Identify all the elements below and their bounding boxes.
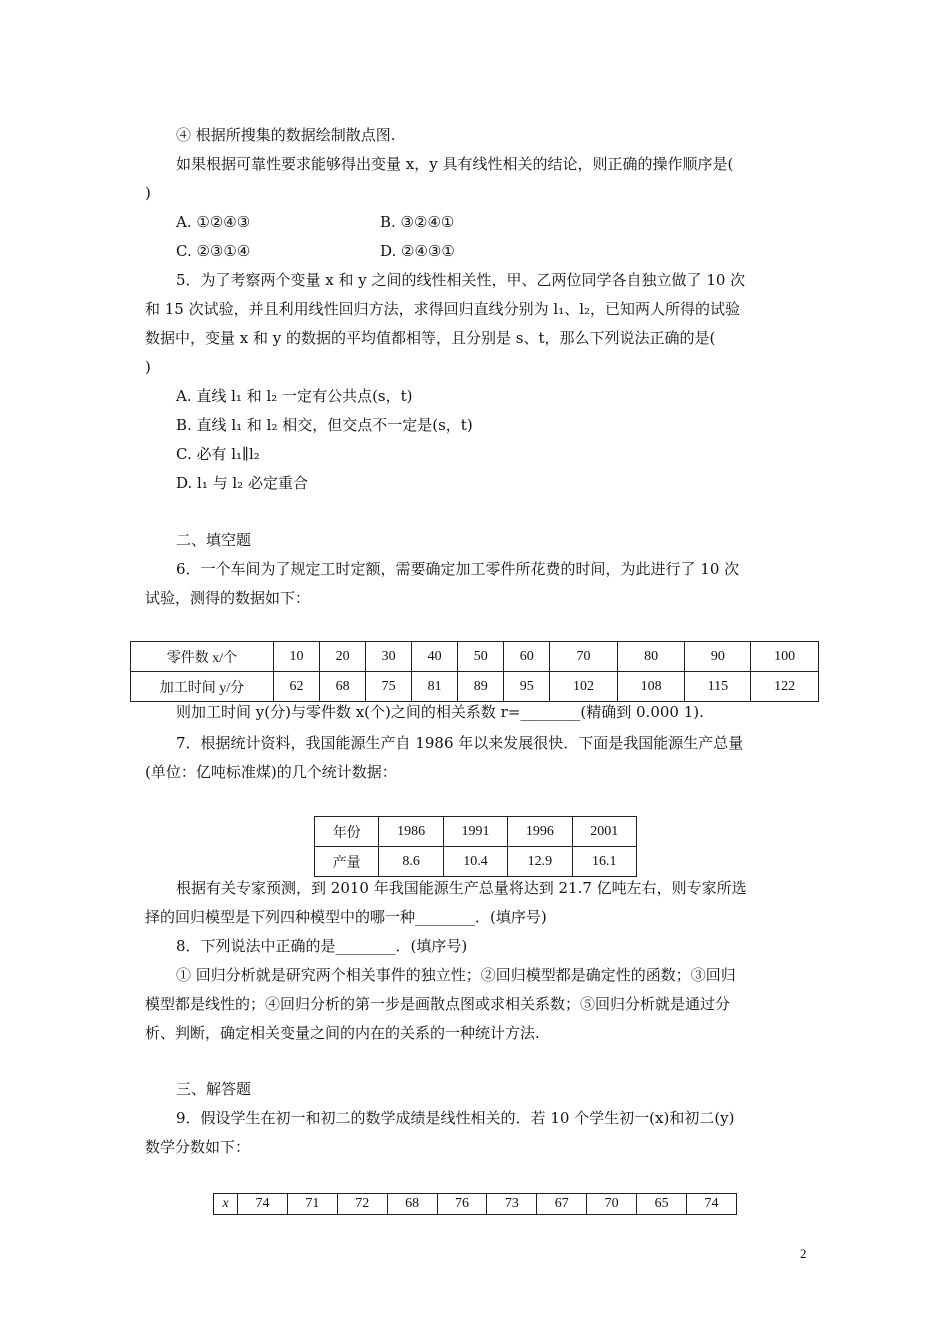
table-cell: 8.6 [379, 847, 443, 877]
table-cell: 71 [287, 1194, 337, 1215]
table-cell: 10.4 [443, 847, 507, 877]
q5-line-1: 5．为了考察两个变量 x 和 y 之间的线性相关性，甲、乙两位同学各自独立做了 10 次 [176, 271, 746, 289]
q4-stem-end: ) [145, 184, 151, 202]
table-cell: 40 [412, 642, 458, 672]
table-cell: 70 [587, 1194, 637, 1215]
table-cell: 1986 [379, 817, 443, 847]
q6-line-2: 试验，测得的数据如下： [145, 589, 311, 607]
q5-option-d: D. l₁ 与 l₂ 必定重合 [176, 474, 308, 492]
table-cell: 81 [412, 672, 458, 702]
table-cell: 68 [387, 1194, 437, 1215]
table-header-cell: 年份 [315, 817, 379, 847]
q5-option-a: A. 直线 l₁ 和 l₂ 一定有公共点(s，t) [176, 387, 413, 405]
table-cell: 72 [337, 1194, 387, 1215]
table-header-cell: x [214, 1194, 238, 1215]
q4-option-d: D. ②④③① [380, 242, 455, 260]
table-cell: 108 [617, 672, 685, 702]
q7-line-1: 7．根据统计资料，我国能源生产自 1986 年以来发展很快．下面是我国能源生产总量 [176, 734, 744, 752]
q6-data-table [130, 641, 819, 702]
q7-after-1: 根据有关专家预测，到 2010 年我国能源生产总量将达到 21.7 亿吨左右，则专家所选 [176, 879, 747, 897]
table-cell: 95 [504, 672, 550, 702]
table-cell: 10 [274, 642, 320, 672]
q8-line-3: 模型都是线性的；④回归分析的第一步是画散点图或求相关系数；⑤回归分析就是通过分 [145, 995, 731, 1013]
table-cell: 65 [637, 1194, 687, 1215]
section-heading-fill-in: 二、填空题 [176, 531, 252, 549]
q4-option-a: A. ①②④③ [176, 213, 251, 231]
table-cell: 62 [274, 672, 320, 702]
section-heading-answer: 三、解答题 [176, 1080, 252, 1098]
table-header-cell: 产量 [315, 847, 379, 877]
q4-option-c: C. ②③①④ [176, 242, 251, 260]
table-cell: 1996 [508, 817, 572, 847]
table-cell: 100 [751, 642, 819, 672]
table-cell: 16.1 [572, 847, 636, 877]
table-cell: 60 [504, 642, 550, 672]
table-header-cell: 零件数 x/个 [131, 642, 274, 672]
table-row [214, 1194, 737, 1215]
table-cell: 12.9 [508, 847, 572, 877]
q7-after-2: 择的回归模型是下列四种模型中的哪一种________．(填序号) [145, 908, 547, 926]
q9-line-2: 数学分数如下： [145, 1138, 251, 1156]
q6-question: 则加工时间 y(分)与零件数 x(个)之间的相关系数 r=________(精确到 0.000 1). [176, 703, 704, 721]
q5-option-c: C. 必有 l₁∥l₂ [176, 445, 260, 463]
q5-option-b: B. 直线 l₁ 和 l₂ 相交，但交点不一定是(s，t) [176, 416, 473, 434]
q4-option-b: B. ③②④① [380, 213, 455, 231]
q9-data-table [213, 1193, 737, 1215]
q8-line-4: 析、判断，确定相关变量之间的内在的关系的一种统计方法. [145, 1024, 540, 1042]
q7-data-table [314, 816, 637, 877]
table-row [315, 847, 637, 877]
q5-line-3: 数据中，变量 x 和 y 的数据的平均值都相等，且分别是 s、t，那么下列说法正确的是( [145, 329, 716, 347]
page-number: 2 [800, 1246, 807, 1261]
table-cell: 80 [617, 642, 685, 672]
table-row [315, 817, 637, 847]
table-cell: 76 [437, 1194, 487, 1215]
q5-line-4: ) [145, 358, 151, 376]
q8-line-1: 8．下列说法中正确的是________．(填序号) [176, 937, 468, 955]
table-cell: 70 [550, 642, 618, 672]
q7-line-2: (单位：亿吨标准煤)的几个统计数据： [145, 763, 397, 781]
table-row [131, 672, 819, 702]
table-row [131, 642, 819, 672]
table-cell: 1991 [443, 817, 507, 847]
table-cell: 74 [238, 1194, 288, 1215]
table-cell: 75 [366, 672, 412, 702]
q4-step4: ④ 根据所搜集的数据绘制散点图. [176, 126, 396, 144]
q8-line-2: ① 回归分析就是研究两个相关事件的独立性；②回归模型都是确定性的函数；③回归 [176, 966, 736, 984]
table-cell: 20 [320, 642, 366, 672]
table-cell: 30 [366, 642, 412, 672]
q6-line-1: 6．一个车间为了规定工时定额，需要确定加工零件所花费的时间，为此进行了 10 次 [176, 560, 740, 578]
table-cell: 73 [487, 1194, 537, 1215]
table-cell: 89 [458, 672, 504, 702]
q5-line-2: 和 15 次试验，并且利用线性回归方法，求得回归直线分别为 l₁、l₂，已知两人所得的试验 [145, 300, 741, 318]
q4-stem: 如果根据可靠性要求能够得出变量 x，y 具有线性相关的结论，则正确的操作顺序是( [176, 155, 734, 173]
table-cell: 102 [550, 672, 618, 702]
table-cell: 68 [320, 672, 366, 702]
table-header-cell: 加工时间 y/分 [131, 672, 274, 702]
table-cell: 90 [685, 642, 751, 672]
table-cell: 74 [687, 1194, 737, 1215]
table-cell: 2001 [572, 817, 636, 847]
q9-line-1: 9．假设学生在初一和初二的数学成绩是线性相关的．若 10 个学生初一(x)和初二(y) [176, 1109, 735, 1127]
table-cell: 122 [751, 672, 819, 702]
table-cell: 115 [685, 672, 751, 702]
table-cell: 50 [458, 642, 504, 672]
table-cell: 67 [537, 1194, 587, 1215]
